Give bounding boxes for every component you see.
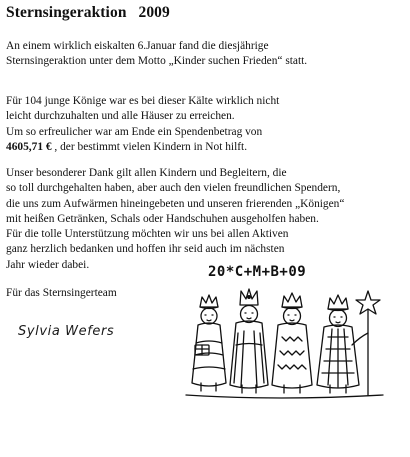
paragraph-thanks xyxy=(6,166,344,228)
text-line: Um so erfreulicher war am Ende ein Spendenbetrag von xyxy=(6,125,263,138)
text-line: Sternsingeraktion unter dem Motto „Kinder suchen Frieden“ statt. xyxy=(6,55,308,68)
king-figure-3 xyxy=(272,293,312,393)
text-line: so toll durchgehalten haben, aber auch den vielen freundlichen Spendern, xyxy=(6,182,341,195)
blessing-inscription: 20*C+M+B+09 xyxy=(208,264,307,280)
paragraph-donation xyxy=(6,94,279,156)
king-figure-2 xyxy=(230,289,268,393)
star-singers-illustration xyxy=(178,285,388,410)
text-line: ganz herzlich bedanken und hoffen ihr seid auch im nächsten xyxy=(6,243,285,256)
text-line: An einem wirklich eiskalten 6.Januar fand die diesjährige xyxy=(6,40,269,52)
donation-suffix: , der bestimmt vielen Kindern in Not hilft. xyxy=(51,141,248,154)
donation-amount: 4605,71 € xyxy=(6,141,52,154)
donation-line xyxy=(6,140,279,155)
text-line: Unser besonderer Dank gilt allen Kindern und Begleitern, die xyxy=(6,167,287,179)
text-line: leicht durchzuhalten und alle Häuser zu erreichen. xyxy=(6,110,235,123)
text-line: die uns zum Aufwärmen hineingebeten und unseren frierenden „Königen“ xyxy=(6,197,345,210)
closing-team: Für das Sternsingerteam xyxy=(6,287,117,299)
text-line: Jahr wieder dabei. xyxy=(6,258,90,271)
text-line: mit heißen Getränken, Schals oder Handschuhen ausgeholfen haben. xyxy=(6,213,319,226)
king-figure-1 xyxy=(192,295,226,391)
handwritten-signature: Sylvia Wefers xyxy=(18,324,115,339)
document-title: Sternsingeraktion 2009 xyxy=(6,4,170,21)
text-line: Für die tolle Unterstützung möchten wir uns bei allen Aktiven xyxy=(6,228,289,240)
text-line: Für 104 junge Könige war es bei dieser Kälte wirklich nicht xyxy=(6,95,280,107)
paragraph-intro xyxy=(6,39,307,70)
star-on-pole xyxy=(352,291,380,395)
